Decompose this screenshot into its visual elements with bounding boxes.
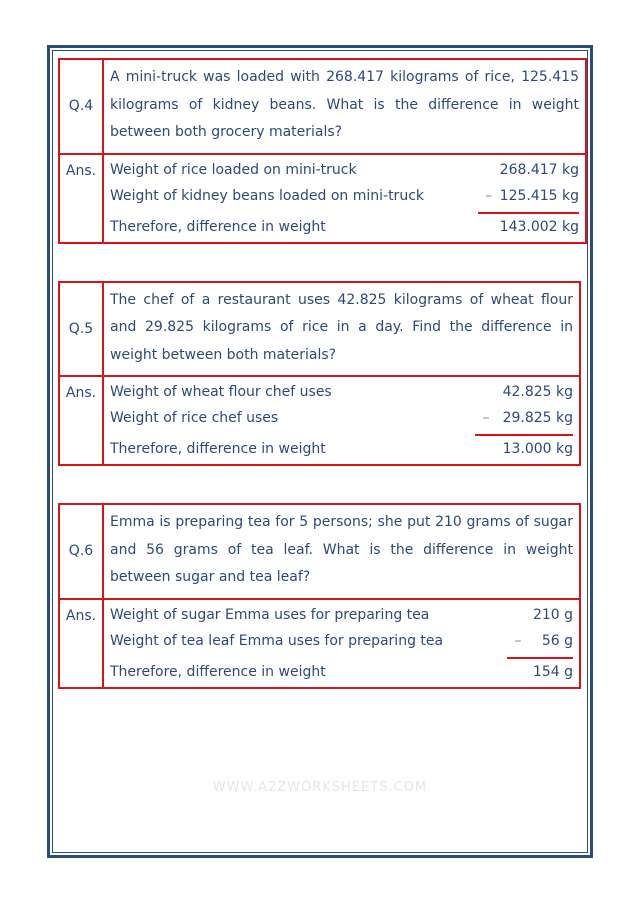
row-label: Therefore, difference in weight [110, 663, 326, 680]
answer-row [110, 183, 579, 209]
answer-row [110, 628, 573, 654]
row-label: Weight of tea leaf Emma uses for preparing tea [110, 632, 444, 649]
row-label: Weight of kidney beans loaded on mini-truck [110, 187, 424, 204]
row-value: 268.417 kg [499, 161, 579, 178]
question-text: A mini-truck was loaded with 268.417 kilograms of rice, 125.415 kilograms of kidney beans. What is the difference in weight between both grocery materials? [104, 60, 585, 155]
row-label: Weight of rice loaded on mini-truck [110, 161, 357, 178]
answer-row [110, 405, 573, 431]
row-label: Weight of sugar Emma uses for preparing tea [110, 606, 430, 623]
row-value: 13.000 kg [502, 441, 573, 457]
answer-row [110, 379, 573, 405]
question-label: Q.5 [60, 283, 104, 378]
answer-cell [104, 600, 579, 687]
question-block-4 [58, 58, 587, 244]
minus-sign: – [482, 410, 490, 426]
sum-line [507, 657, 573, 682]
sum-line [475, 434, 573, 459]
minus-sign: – [485, 187, 493, 204]
question-block-6 [58, 503, 581, 689]
row-value: 143.002 kg [499, 218, 579, 235]
row-label: Therefore, difference in weight [110, 441, 326, 457]
row-value: 56 g [541, 632, 573, 649]
answer-row [110, 157, 579, 183]
answer-row-total [110, 654, 573, 685]
question-text: The chef of a restaurant uses 42.825 kilograms of wheat flour and 29.825 kilograms of rice in a day. Find the difference in weight between both materials? [104, 283, 579, 378]
answer-label: Ans. [60, 377, 104, 464]
answer-cell [104, 377, 579, 464]
question-text: Emma is preparing tea for 5 persons; she put 210 grams of sugar and 56 grams of tea leaf. What is the difference in weight between sugar and tea leaf? [104, 505, 579, 600]
watermark: WWW.A2ZWORKSHEETS.COM [212, 780, 428, 795]
row-value: 154 g [532, 663, 573, 680]
row-label: Weight of rice chef uses [110, 410, 279, 426]
row-label: Weight of wheat flour chef uses [110, 384, 332, 400]
answer-label: Ans. [60, 600, 104, 687]
sum-line [478, 212, 579, 237]
row-value: 42.825 kg [502, 384, 573, 400]
answer-row-total [110, 431, 573, 462]
row-value: 125.415 kg [499, 187, 579, 204]
minus-sign: – [514, 632, 522, 649]
row-value: 210 g [532, 606, 573, 623]
answer-row-total [110, 209, 579, 240]
answer-row [110, 602, 573, 628]
row-label: Therefore, difference in weight [110, 218, 326, 235]
question-label: Q.6 [60, 505, 104, 600]
answer-cell [104, 155, 585, 242]
question-block-5 [58, 281, 581, 467]
answer-label: Ans. [60, 155, 104, 242]
row-value: 29.825 kg [502, 410, 573, 426]
question-list [58, 58, 587, 726]
question-label: Q.4 [60, 60, 104, 155]
